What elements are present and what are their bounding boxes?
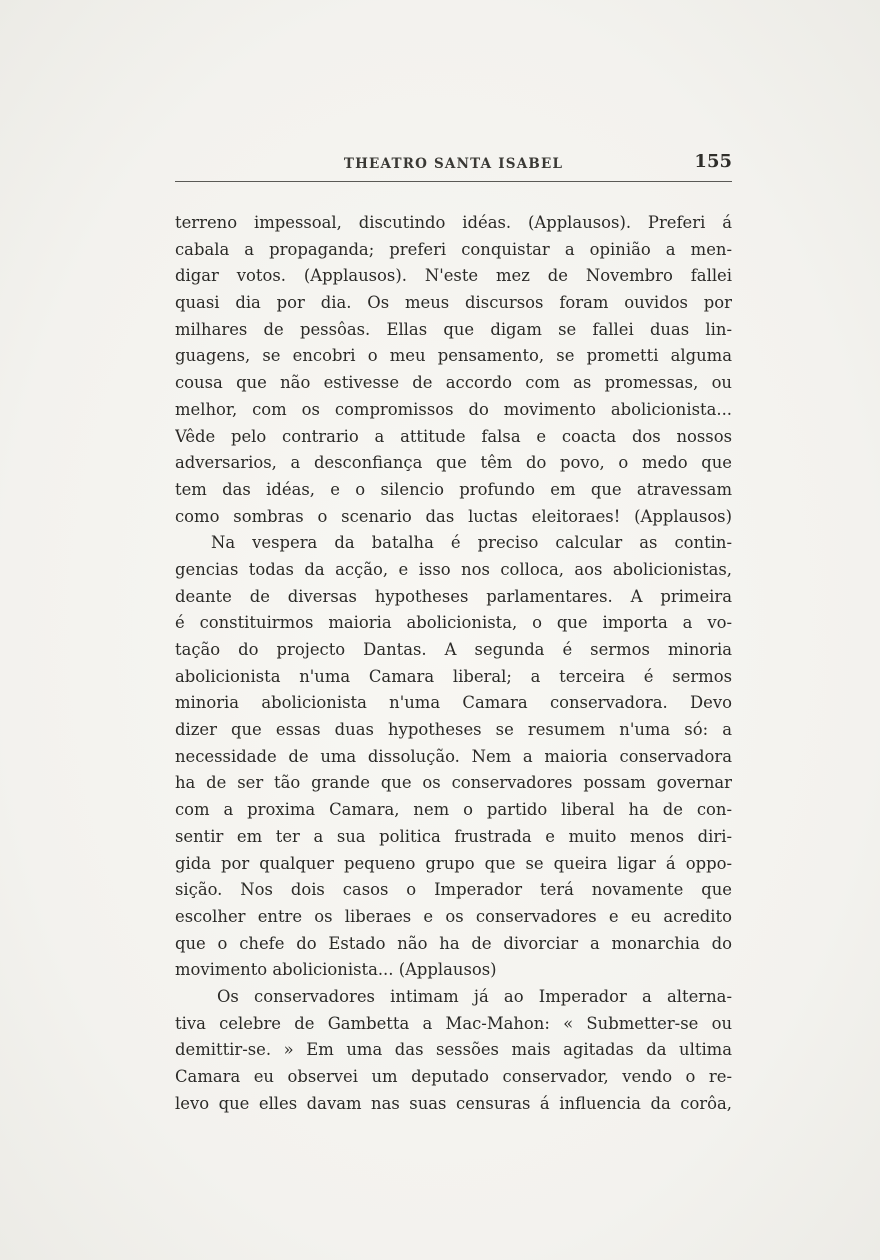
page-number: 155	[694, 151, 732, 172]
text-line: necessidade de uma dissolução. Nem a maioria conservadora	[175, 746, 732, 766]
running-head	[175, 150, 732, 180]
text-line: com a proxima Camara, nem o partido liberal ha de con-	[175, 800, 732, 820]
text-line: como sombras o scenario das luctas eleitoraes! (Applausos)	[175, 506, 732, 526]
text-line: dizer que essas duas hypotheses se resumem n'uma só: a	[175, 720, 732, 740]
text-line: abolicionista n'uma Camara liberal; a terceira é sermos	[175, 666, 732, 686]
text-line: ha de ser tão grande que os conservadores possam governar	[175, 773, 732, 793]
text-line: cousa que não estivesse de accordo com as promessas, ou	[175, 373, 732, 393]
text-line: gida por qualquer pequeno grupo que se queira ligar á oppo-	[175, 853, 732, 873]
text-line: Vêde pelo contrario a attitude falsa e coacta dos nossos	[175, 426, 732, 446]
text-line: tiva celebre de Gambetta a Mac-Mahon: « Submetter-se ou	[175, 1013, 732, 1033]
text-line: digar votos. (Applausos). N'este mez de Novembro fallei	[175, 266, 732, 286]
header-rule	[175, 181, 732, 182]
text-line: tação do projecto Dantas. A segunda é sermos minoria	[175, 640, 732, 659]
running-title: THEATRO SANTA ISABEL	[343, 156, 564, 172]
text-line: deante de diversas hypotheses parlamentares. A primeira	[175, 586, 732, 606]
text-line: guagens, se encobri o meu pensamento, se prometti alguma	[175, 346, 732, 366]
text-line: cabala a propaganda; preferi conquistar a opinião a men-	[175, 239, 732, 259]
text-line: milhares de pessôas. Ellas que digam se fallei duas lin-	[175, 319, 732, 339]
text-line: sentir em ter a sua politica frustrada e muito menos diri-	[175, 826, 732, 846]
text-line: Os conservadores intimam já ao Imperador a alterna-	[217, 986, 732, 1006]
body-text	[175, 210, 732, 1117]
text-line: Na vespera da batalha é preciso calcular as contin-	[211, 533, 732, 553]
text-line: é constituirmos maioria abolicionista, o que importa a vo-	[175, 613, 732, 633]
text-line: tem das idéas, e o silencio profundo em que atravessam	[175, 479, 732, 499]
text-line: que o chefe do Estado não ha de divorciar a monarchia do	[175, 933, 732, 953]
text-line: demittir-se. » Em uma das sessões mais agitadas da ultima	[175, 1040, 732, 1060]
text-line: escolher entre os liberaes e os conservadores e eu acredito	[175, 906, 732, 926]
text-line: levo que elles davam nas suas censuras á influencia da corôa,	[175, 1093, 732, 1113]
text-line: gencias todas da acção, e isso nos colloca, aos abolicionistas,	[175, 559, 732, 579]
text-line: terreno impessoal, discutindo idéas. (Applausos). Preferi á	[175, 213, 732, 232]
text-line: melhor, com os compromissos do movimento abolicionista...	[175, 399, 732, 419]
text-line: Camara eu observei um deputado conservador, vendo o re-	[175, 1067, 732, 1086]
text-line: minoria abolicionista n'uma Camara conservadora. Devo	[175, 693, 732, 713]
text-line: quasi dia por dia. Os meus discursos foram ouvidos por	[175, 293, 732, 313]
text-line: adversarios, a desconfiança que têm do povo, o medo que	[175, 453, 732, 473]
text-line: sição. Nos dois casos o Imperador terá novamente que	[175, 880, 732, 900]
text-line: movimento abolicionista... (Applausos)	[175, 960, 497, 980]
